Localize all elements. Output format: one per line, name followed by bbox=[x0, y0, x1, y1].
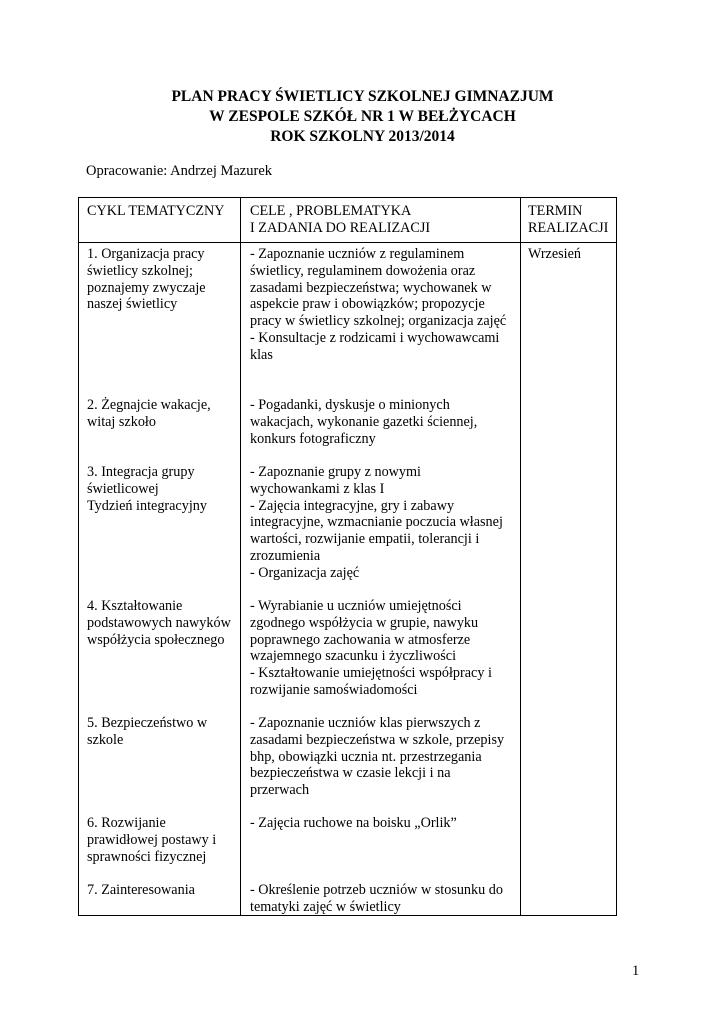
page-number: 1 bbox=[632, 963, 640, 979]
topic-line: 4. Kształtowanie bbox=[87, 598, 183, 614]
task-line: zrozumienia bbox=[250, 547, 321, 564]
title-line-3: ROK SZKOLNY 2013/2014 bbox=[270, 128, 455, 145]
task-line: - Zapoznanie uczniów klas pierwszych z bbox=[250, 715, 481, 731]
row-7-tasks bbox=[250, 882, 503, 916]
column-divider bbox=[520, 198, 521, 915]
topic-line: naszej świetlicy bbox=[87, 296, 178, 313]
topic-line: podstawowych nawyków bbox=[87, 614, 231, 631]
task-line: wakacjach, wykonanie gazetki ściennej, bbox=[250, 413, 478, 430]
task-line: poprawnego zachowania w atmosferze bbox=[250, 631, 471, 648]
topic-line: 3. Integracja grupy bbox=[87, 464, 195, 480]
topic-line: poznajemy zwyczaje bbox=[87, 279, 206, 296]
document-title bbox=[0, 87, 725, 147]
task-line: aspekcie praw i obowiązków; propozycje bbox=[250, 296, 485, 313]
task-line: - Zajęcia ruchowe na boisku „Orlik” bbox=[250, 815, 457, 831]
task-line: konkurs fotograficzny bbox=[250, 430, 376, 447]
topic-line: świetlicy szkolnej; bbox=[87, 262, 193, 279]
row-6-tasks bbox=[250, 815, 457, 832]
header-tasks bbox=[250, 203, 430, 237]
task-line: świetlicy, regulaminem dowożenia oraz bbox=[250, 262, 476, 279]
row-5-tasks bbox=[250, 715, 504, 799]
task-line: przerwach bbox=[250, 782, 310, 799]
row-2-tasks bbox=[250, 397, 477, 447]
task-line: - Określenie potrzeb uczniów w stosunku do bbox=[250, 882, 503, 898]
task-line: - Zapoznanie uczniów z regulaminem bbox=[250, 246, 465, 262]
topic-line: 7. Zainteresowania bbox=[87, 882, 195, 898]
topic-line: 2. Żegnajcie wakacje, bbox=[87, 397, 211, 413]
task-line: bhp, obowiązki ucznia nt. przestrzegania bbox=[250, 748, 482, 765]
header-divider bbox=[79, 242, 616, 243]
header-tasks-line-2: I ZADANIA DO REALIZACJI bbox=[250, 219, 431, 236]
header-term-line-1: TERMIN bbox=[528, 203, 583, 219]
row-4-topic bbox=[87, 598, 231, 648]
row-1-topic bbox=[87, 246, 206, 313]
row-6-topic bbox=[87, 815, 216, 865]
title-line-2: W ZESPOLE SZKÓŁ NR 1 W BEŁŻYCACH bbox=[209, 108, 516, 125]
row-5-topic bbox=[87, 715, 207, 749]
plan-table bbox=[78, 197, 617, 916]
row-3-tasks bbox=[250, 464, 503, 582]
task-line: rozwijanie samoświadomości bbox=[250, 681, 418, 698]
topic-line: 6. Rozwijanie bbox=[87, 815, 166, 831]
task-line: tematyki zajęć w świetlicy bbox=[250, 898, 401, 915]
topic-line: 1. Organizacja pracy bbox=[87, 246, 205, 262]
header-term-line-2: REALIZACJI bbox=[528, 219, 609, 236]
topic-line: witaj szkoło bbox=[87, 413, 156, 430]
header-topic: CYKL TEMATYCZNY bbox=[87, 203, 225, 219]
task-line: integracyjne, wzmacnianie poczucia własnej bbox=[250, 514, 503, 531]
task-line: wychowankami z klas I bbox=[250, 480, 385, 497]
topic-line: sprawności fizycznej bbox=[87, 848, 207, 865]
task-line: klas bbox=[250, 346, 273, 363]
row-7-topic bbox=[87, 882, 195, 899]
row-1-tasks bbox=[250, 246, 506, 364]
task-line: pracy w świetlicy szkolnej; organizacja zajęć bbox=[250, 313, 507, 330]
task-line: zasadami bezpieczeństwa w szkole, przepisy bbox=[250, 731, 505, 748]
author-line: Opracowanie: Andrzej Mazurek bbox=[86, 163, 273, 179]
topic-line: świetlicowej bbox=[87, 480, 159, 497]
topic-line: Tydzień integracyjny bbox=[87, 497, 207, 514]
row-1-term: Wrzesień bbox=[528, 246, 581, 262]
task-line: - Organizacja zajęć bbox=[250, 564, 360, 581]
task-line: wartości, rozwijanie empatii, tolerancji i bbox=[250, 531, 480, 548]
task-line: - Konsultacje z rodzicami i wychowawcami bbox=[250, 329, 500, 346]
row-3-topic bbox=[87, 464, 207, 514]
topic-line: 5. Bezpieczeństwo w bbox=[87, 715, 208, 731]
topic-line: szkole bbox=[87, 731, 124, 748]
task-line: zgodnego współżycia w grupie, nawyku bbox=[250, 614, 479, 631]
task-line: - Zajęcia integracyjne, gry i zabawy bbox=[250, 497, 455, 514]
header-term bbox=[528, 203, 608, 237]
topic-line: prawidłowej postawy i bbox=[87, 831, 217, 848]
header-tasks-line-1: CELE , PROBLEMATYKA bbox=[250, 203, 412, 219]
task-line: - Kształtowanie umiejętności współpracy i bbox=[250, 665, 492, 682]
task-line: wzajemnego szacunku i życzliwości bbox=[250, 648, 457, 665]
column-divider bbox=[240, 198, 241, 915]
topic-line: współżycia społecznego bbox=[87, 631, 225, 648]
task-line: bezpieczeństwa w czasie lekcji i na bbox=[250, 765, 451, 782]
task-line: - Zapoznanie grupy z nowymi bbox=[250, 464, 421, 480]
title-line-1: PLAN PRACY ŚWIETLICY SZKOLNEJ GIMNAZJUM bbox=[171, 88, 554, 105]
task-line: - Wyrabianie u uczniów umiejętności bbox=[250, 598, 462, 614]
task-line: zasadami bezpieczeństwa; wychowanek w bbox=[250, 279, 492, 296]
task-line: - Pogadanki, dyskusje o minionych bbox=[250, 397, 450, 413]
row-2-topic bbox=[87, 397, 211, 431]
row-4-tasks bbox=[250, 598, 492, 699]
